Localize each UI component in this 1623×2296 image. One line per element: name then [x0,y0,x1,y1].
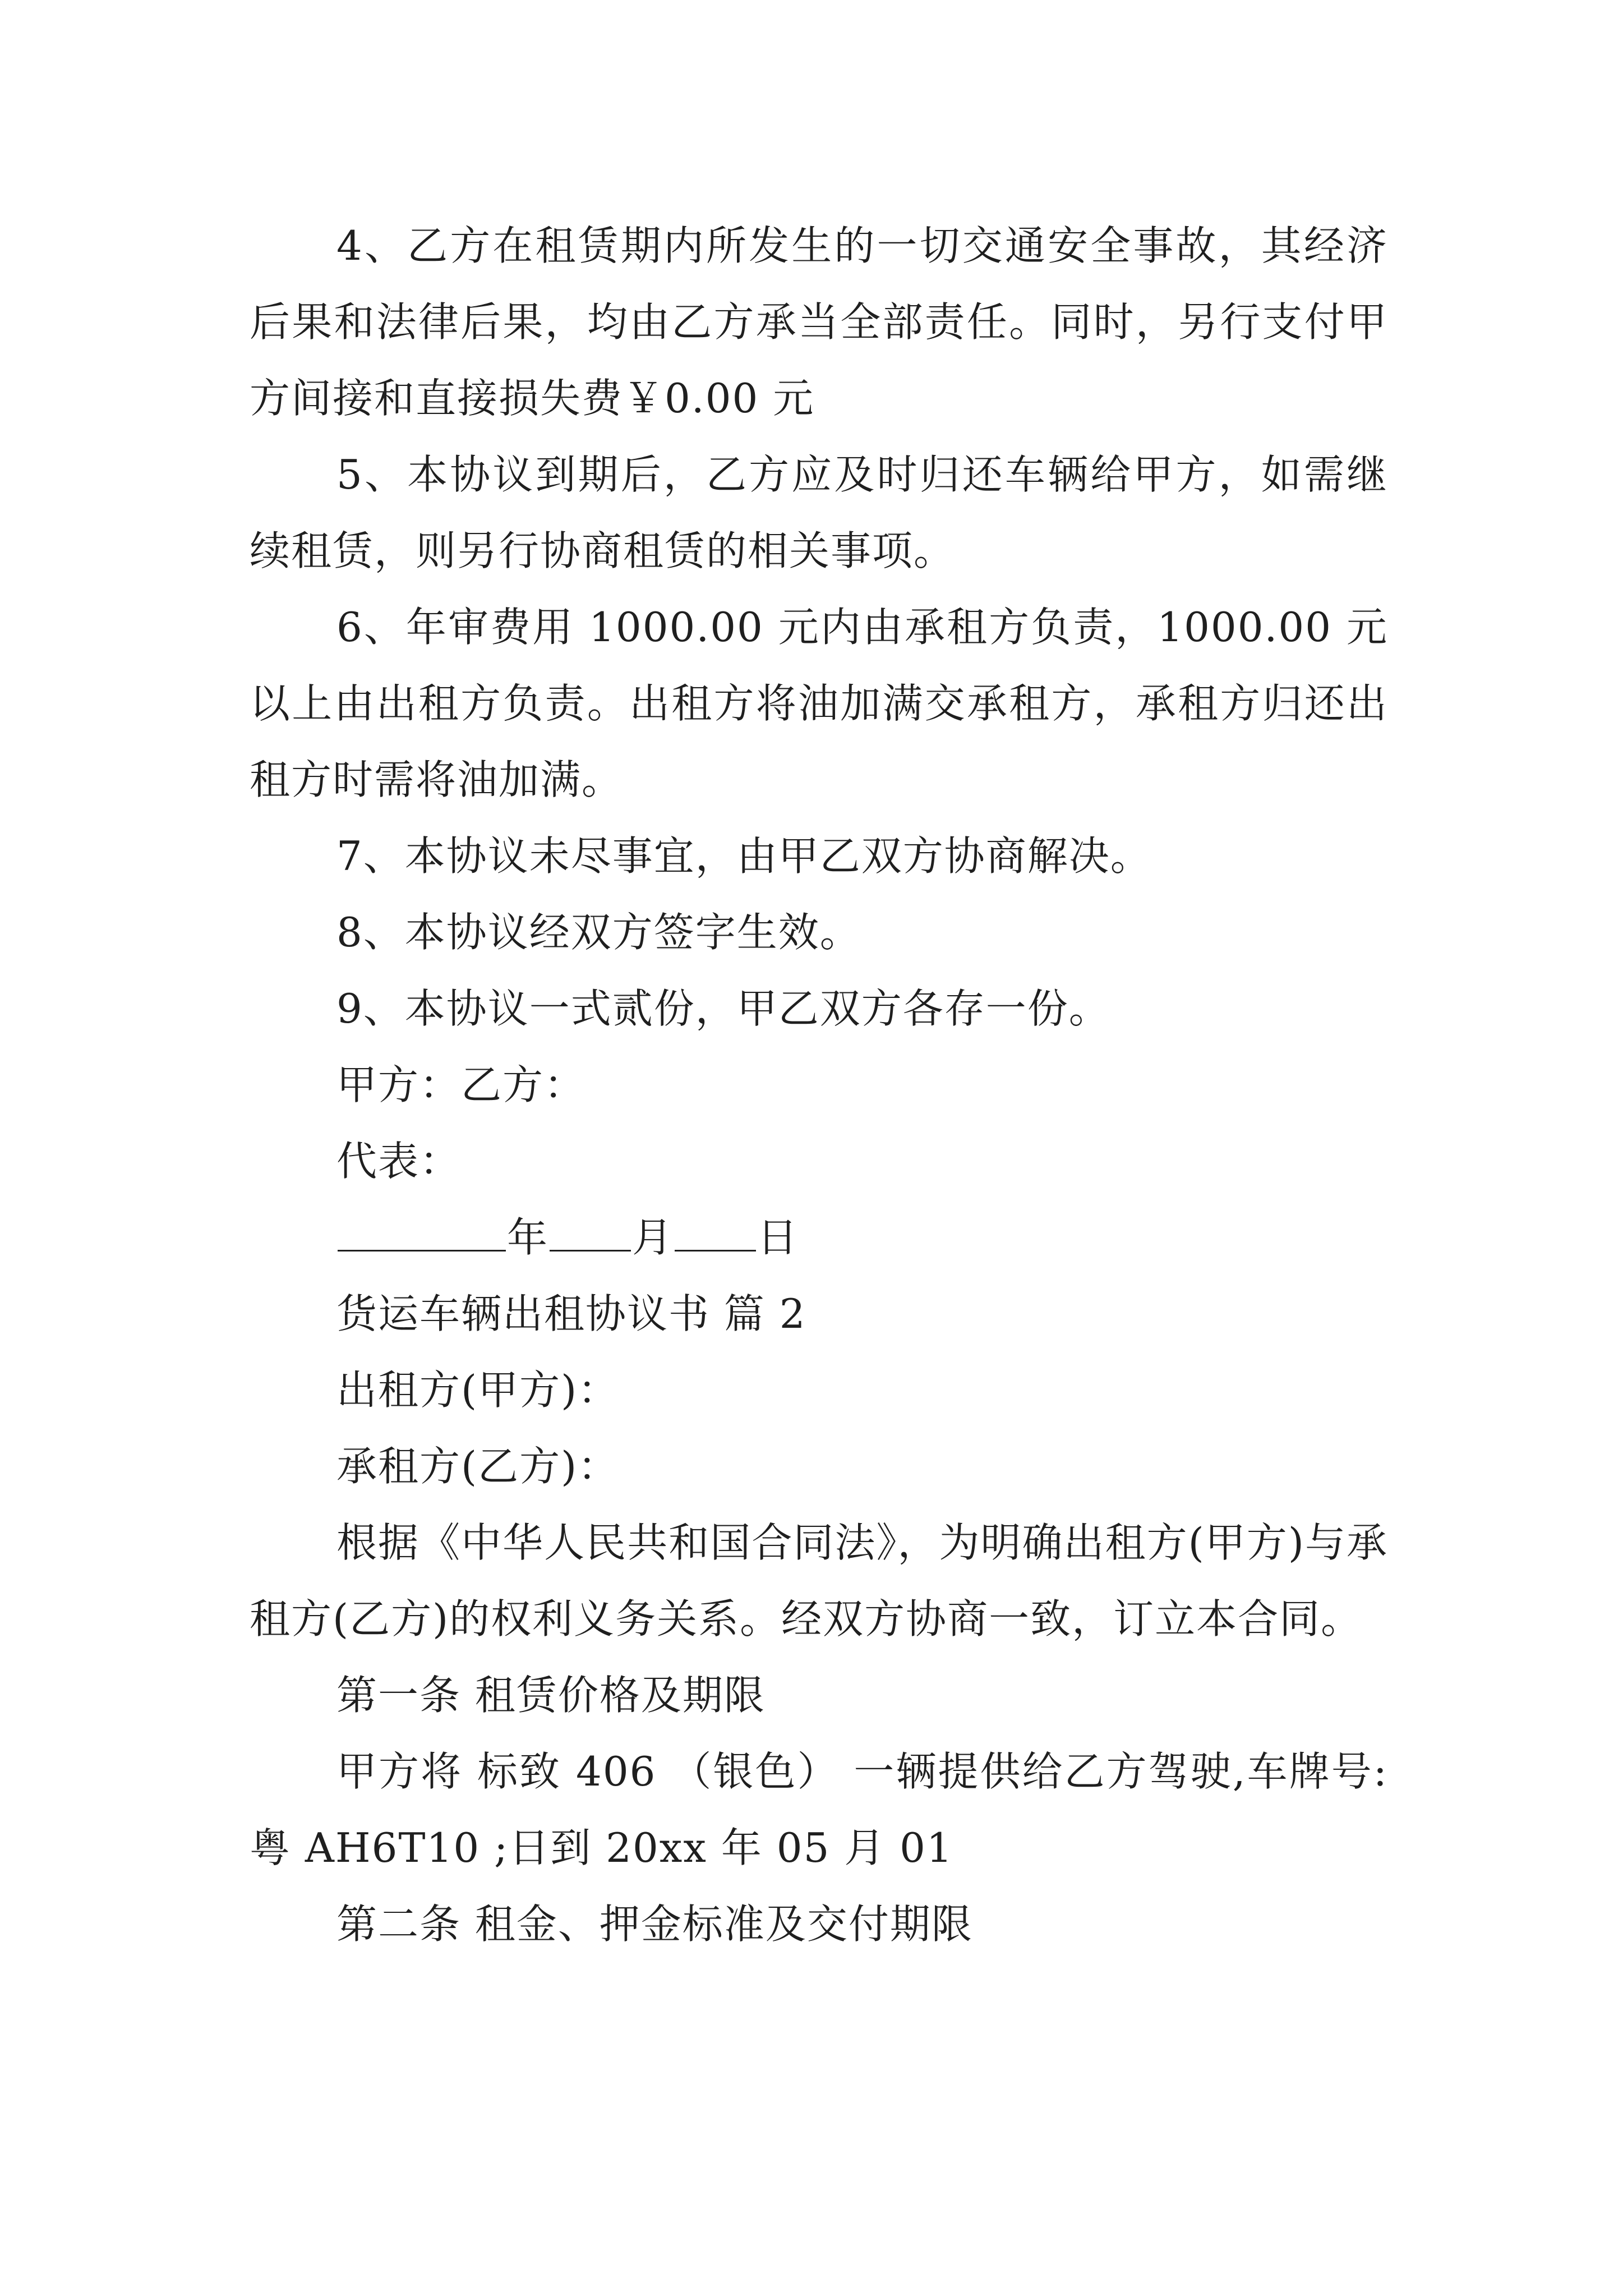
lessee-label: 承租方(乙方)： [336,1443,620,1490]
section-2-title: 货运车辆出租协议书 篇 2 [336,1290,806,1337]
clause-6: 6、年审费用 1000.00 元内由承租方负责，1000.00 元以上由出租方负责。出租方将油加满交承租方，承租方归还出租方时需将油加满。 [250,604,1388,803]
clause-9: 9、本协议一式贰份，甲乙双方各存一份。 [336,985,1110,1032]
article-2-heading: 第二条 租金、押金标准及交付期限 [336,1901,973,1948]
day-blank [675,1211,756,1251]
clause-8: 8、本协议经双方签字生效。 [336,909,861,956]
year-label: 年 [507,1214,549,1261]
signature-parties: 甲方：乙方： [336,1061,586,1108]
month-blank [550,1211,631,1251]
clause-5: 5、本协议到期后，乙方应及时归还车辆给甲方，如需继续租赁，则另行协商租赁的相关事项。 [250,451,1388,574]
article-1-heading: 第一条 租赁价格及期限 [336,1672,766,1719]
lessor-label: 出租方(甲方)： [336,1366,620,1414]
signature-representative: 代表： [336,1138,462,1185]
preamble: 根据《中华人民共和国合同法》，为明确出租方(甲方)与承租方(乙方)的权利义务关系。经双方协商一致，订立本合同。 [250,1519,1388,1642]
year-blank [338,1211,506,1251]
document-body [250,208,1388,1962]
clause-4: 4、乙方在租赁期内所发生的一切交通安全事故，其经济后果和法律后果，均由乙方承当全部责任。同时，另行支付甲方间接和直接损失费￥0.00 元 [250,222,1388,422]
date-line [250,1199,1388,1276]
day-label: 日 [757,1214,799,1261]
month-label: 月 [632,1214,674,1261]
clause-7: 7、本协议未尽事宜，由甲乙双方协商解决。 [336,832,1152,880]
article-1-text: 甲方将 标致 406 （银色） 一辆提供给乙方驾驶,车牌号: 粤 AH6T10 ;日到 20xx 年 05 月 01 [250,1748,1388,1871]
